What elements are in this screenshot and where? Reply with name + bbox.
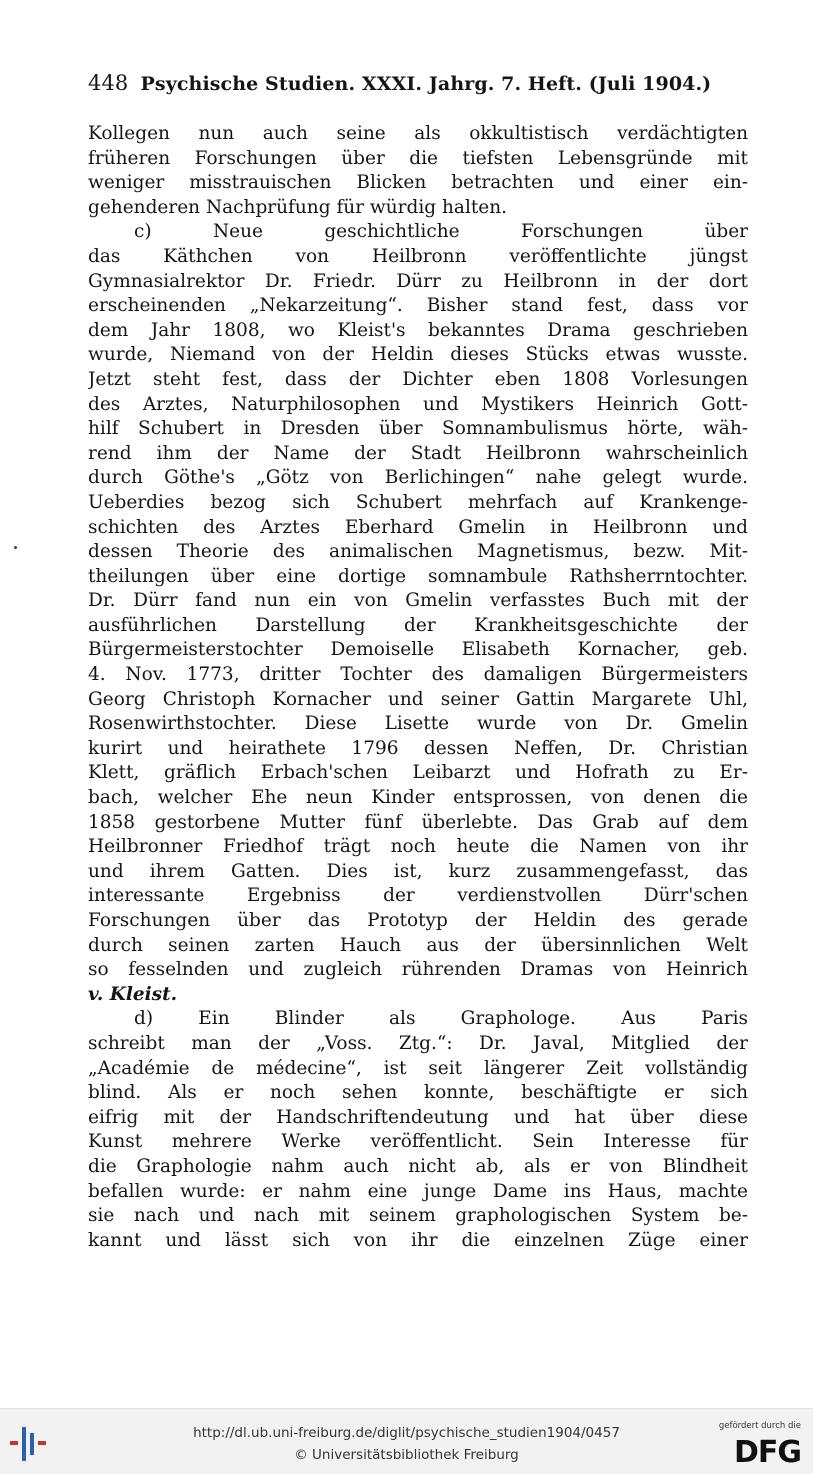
text-line: erscheinenden „Nekarzeitung“. Bisher stand fest, dass vor — [88, 295, 748, 317]
text-line: schichten des Arztes Eberhard Gmelin in Heilbronn und — [88, 516, 748, 538]
text-line: v. Kleist. — [88, 983, 178, 1005]
text-line: wurde, Niemand von der Heldin dieses Stücks etwas wusste. — [88, 344, 748, 366]
text-line: 4. Nov. 1773, dritter Tochter des damaligen Bürgermeisters — [88, 664, 748, 686]
running-header — [88, 70, 748, 97]
text-line: Gymnasialrektor Dr. Friedr. Dürr zu Heilbronn in der dort — [88, 270, 748, 292]
text-line: „Académie de médecine“, ist seit längerer Zeit vollständig — [88, 1057, 748, 1079]
text-line: sie nach und nach mit seinem graphologischen System be- — [88, 1205, 748, 1227]
dfg-caption: gefördert durch die — [718, 1421, 801, 1431]
text-line: Dr. Dürr fand nun ein von Gmelin verfasstes Buch mit der — [88, 590, 748, 612]
text-line: Bürgermeisterstochter Demoiselle Elisabeth Kornacher, geb. — [88, 639, 748, 661]
text-line: Jetzt steht fest, dass der Dichter eben 1808 Vorlesungen — [88, 368, 748, 390]
text-line: c) Neue geschichtliche Forschungen über — [134, 221, 748, 243]
text-line: und ihrem Gatten. Dies ist, kurz zusammengefasst, das — [88, 860, 748, 882]
text-line: das Käthchen von Heilbronn veröffentlichte jüngst — [88, 245, 748, 267]
text-line: Forschungen über das Prototyp der Heldin des gerade — [88, 910, 748, 931]
body-text — [88, 122, 748, 1253]
text-line: 1858 gestorbene Mutter fünf überlebte. Das Grab auf dem — [88, 811, 748, 833]
text-line: dessen Theorie des animalischen Magnetismus, bezw. Mit- — [88, 541, 748, 563]
text-line: eifrig mit der Handschriftendeutung und hat über diese — [88, 1106, 748, 1128]
text-line: dem Jahr 1808, wo Kleist's bekanntes Drama geschrieben — [88, 319, 748, 341]
text-line: die Graphologie nahm auch nicht ab, als er von Blindheit — [88, 1155, 748, 1177]
text-line: ausführlichen Darstellung der Krankheitsgeschichte der — [88, 614, 748, 636]
source-url-link[interactable]: http://dl.ub.uni-freiburg.de/diglit/psychische_studien1904/0457 — [193, 1425, 620, 1441]
text-line: Kollegen nun auch seine als okkultistisch verdächtigten — [88, 123, 748, 144]
text-line: des Arztes, Naturphilosophen und Mystikers Heinrich Gott- — [88, 393, 748, 415]
text-line: schreibt man der „Voss. Ztg.“: Dr. Javal, Mitglied der — [88, 1032, 748, 1054]
text-line: weniger misstrauischen Blicken betrachten und einer ein- — [88, 172, 748, 194]
viewer-footer — [0, 1408, 813, 1474]
text-line: gehenderen Nachprüfung für würdig halten. — [88, 196, 508, 218]
copyright-notice: © Universitätsbibliothek Freiburg — [294, 1447, 519, 1463]
text-line: kurirt und heirathete 1796 dessen Neffen, Dr. Christian — [88, 737, 748, 759]
running-title: Psychische Studien. XXXI. Jahrg. 7. Heft. (Juli 1904.) — [140, 73, 712, 95]
text-line: Klett, gräflich Erbach'schen Leibarzt und Hofrath zu Er- — [88, 762, 748, 784]
text-line: kannt und lässt sich von ihr die einzelnen Züge einer — [88, 1229, 748, 1251]
page-number: 448 — [88, 71, 129, 95]
text-line: Ueberdies bezog sich Schubert mehrfach auf Krankenge- — [88, 491, 748, 513]
text-line: Georg Christoph Kornacher und seiner Gattin Margarete Uhl, — [88, 688, 748, 710]
text-line: theilungen über eine dortige somnambule Rathsherrntochter. — [88, 565, 748, 587]
text-line: Kunst mehrere Werke veröffentlicht. Sein Interesse für — [88, 1131, 748, 1153]
margin-speck — [14, 546, 17, 549]
text-line: durch Göthe's „Götz von Berlichingen“ nahe gelegt wurde. — [88, 467, 748, 489]
text-line: hilf Schubert in Dresden über Somnambulismus hörte, wäh- — [88, 418, 748, 440]
text-line: durch seinen zarten Hauch aus der übersinnlichen Welt — [88, 934, 748, 956]
text-line: so fesselnden und zugleich rührenden Dramas von Heinrich — [88, 959, 748, 981]
text-line: blind. Als er noch sehen konnte, beschäftigte er sich — [88, 1082, 748, 1104]
text-line: rend ihm der Name der Stadt Heilbronn wahrscheinlich — [88, 442, 748, 464]
text-line: interessante Ergebniss der verdienstvollen Dürr'schen — [88, 885, 748, 907]
text-line: Rosenwirthstochter. Diese Lisette wurde von Dr. Gmelin — [88, 713, 748, 735]
text-line: d) Ein Blinder als Graphologe. Aus Paris — [134, 1008, 748, 1030]
text-line: bach, welcher Ehe neun Kinder entsprossen, von denen die — [88, 787, 748, 809]
text-line: Heilbronner Friedhof trägt noch heute die Namen von ihr — [88, 836, 748, 858]
text-line: früheren Forschungen über die tiefsten Lebensgründe mit — [88, 147, 748, 169]
dfg-logo: DFG — [733, 1435, 801, 1470]
text-line: befallen wurde: er nahm eine junge Dame ins Haus, machte — [88, 1180, 748, 1202]
